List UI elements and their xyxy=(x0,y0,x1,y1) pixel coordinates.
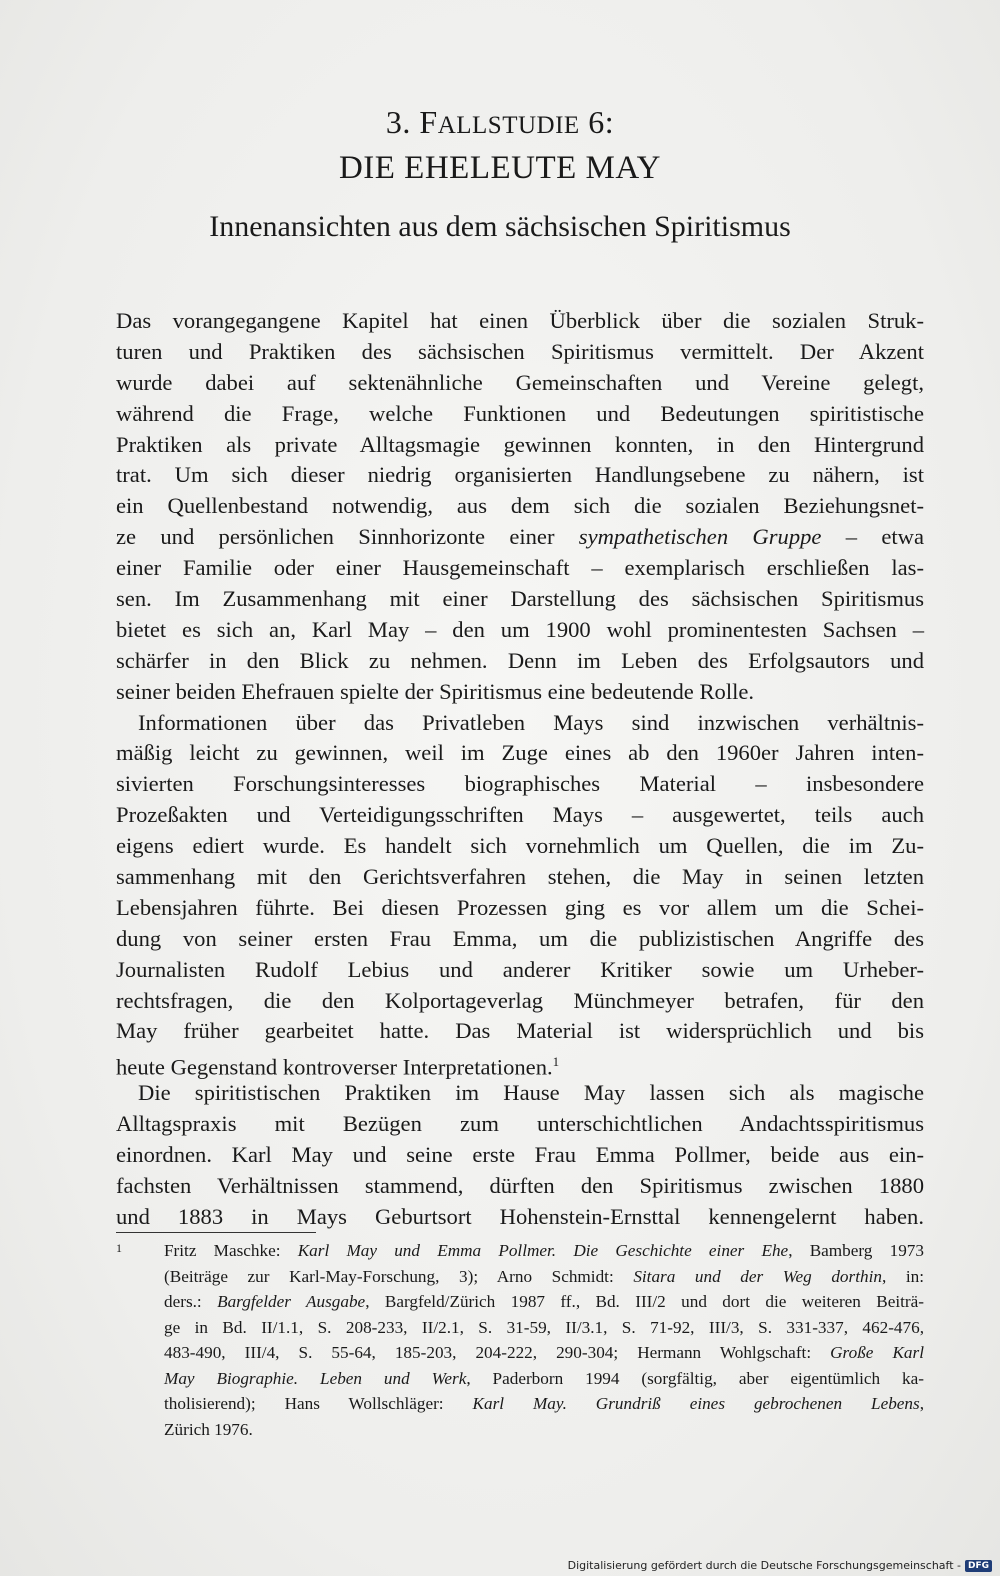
text-run: , in: xyxy=(881,1266,924,1286)
italic-title: Sitara und der Weg dorthin xyxy=(633,1266,882,1286)
text-line: sen. Im Zusammenhang mit einer Darstellung des sächsischen Spiritismus xyxy=(116,586,924,612)
text-line: und 1883 in Mays Geburtsort Hohenstein-Ernsttal kennengelernt haben. xyxy=(116,1203,924,1229)
footnote-line xyxy=(164,1391,924,1417)
text-run: Fritz Maschke: xyxy=(164,1241,298,1260)
text-run: , xyxy=(919,1394,925,1413)
text-line: trat. Um sich dieser niedrig organisierten Handlungsebene zu nähern, ist xyxy=(116,462,924,488)
text-line: während die Frage, welche Funktionen und Bedeutungen spiritistische xyxy=(116,400,924,426)
footnote-number: 1 xyxy=(116,1241,122,1255)
footnote-divider xyxy=(116,1232,316,1233)
chapter-subtitle: Innenansichten aus dem sächsischen Spiritismus xyxy=(209,210,791,243)
footnote-text xyxy=(164,1238,924,1442)
text-line: mäßig leicht zu gewinnen, weil im Zuge eines ab den 1960er Jahren inten- xyxy=(116,740,924,766)
text-line: May früher gearbeitet hatte. Das Material ist widersprüchlich und bis xyxy=(116,1018,924,1044)
text-line xyxy=(116,1047,924,1078)
footnote-line xyxy=(164,1238,924,1264)
text-line: Informationen über das Privatleben Mays sind inzwischen verhältnis- xyxy=(138,709,924,735)
italic-title: May Biographie. Leben und Werk xyxy=(164,1368,467,1388)
text-line: einordnen. Karl May und seine erste Frau Emma Pollmer, beide aus ein- xyxy=(116,1142,924,1168)
text-line: wurde dabei auf sektenähnliche Gemeinschaften und Vereine gelegt, xyxy=(116,369,924,395)
text-run: heute Gegenstand kontroverser Interpretationen. xyxy=(116,1054,553,1080)
text-run: 483-490, III/4, S. 55-64, 185-203, 204-222, 290-304; Hermann Wohlgschaft: xyxy=(164,1343,831,1362)
chapter-heading-number xyxy=(0,104,1000,141)
text-run: ders.: xyxy=(164,1292,218,1311)
text-line: rechtsfragen, die den Kolportageverlag Münchmeyer betrafen, für den xyxy=(116,987,924,1013)
chapter-number: 3. xyxy=(385,104,411,140)
text-line: seiner beiden Ehefrauen spielte der Spiritismus eine bedeutende Rolle. xyxy=(116,678,755,704)
text-line: Die spiritistischen Praktiken im Hause May lassen sich als magische xyxy=(138,1080,924,1106)
text-line: Alltagspraxis mit Bezügen zum unterschichtlichen Andachtsspiritismus xyxy=(116,1111,924,1137)
text-run: tholisierend); Hans Wollschläger: xyxy=(164,1394,473,1413)
text-line: sivierten Forschungsinteresses biographisches Material – insbesondere xyxy=(116,771,924,797)
footnote-reference[interactable]: 1 xyxy=(552,1054,560,1070)
text-line: Das vorangegangene Kapitel hat einen Überblick über die sozialen Struk- xyxy=(116,308,924,333)
text-line: schärfer in den Blick zu nehmen. Denn im Leben des Erfolgsautors und xyxy=(116,647,924,673)
text-line xyxy=(116,522,924,553)
text-line: bietet es sich an, Karl May – den um 1900 wohl prominentesten Sachsen – xyxy=(116,616,924,642)
text-run: ze und persönlichen Sinnhorizonte einer xyxy=(116,524,579,550)
dfg-logo: DFG xyxy=(965,1560,992,1572)
footnote-line xyxy=(164,1264,924,1290)
text-run: – etwa xyxy=(821,524,924,550)
footnote-line: Zürich 1976. xyxy=(164,1419,253,1439)
text-line: turen und Praktiken des sächsischen Spiritismus vermittelt. Der Akzent xyxy=(116,338,924,364)
text-line: dung von seiner ersten Frau Emma, um die publizistischen Angriffe des xyxy=(116,925,924,951)
funding-notice: Digitalisierung gefördert durch die Deutsche Forschungsgemeinschaft - xyxy=(567,1559,961,1572)
case-number: 6: xyxy=(588,104,615,140)
text-line: sammenhang mit den Gerichtsverfahren stehen, die May in seinen letzten xyxy=(116,864,924,890)
footnote-line xyxy=(164,1289,924,1315)
text-run: (Beiträge zur Karl-May-Forschung, 3); Arno Schmidt: xyxy=(164,1266,634,1286)
footnote-line xyxy=(164,1340,924,1366)
text-line: eigens ediert wurde. Es handelt sich vornehmlich um Quellen, die im Zu- xyxy=(116,833,924,859)
italic-title: Bargfelder Ausgabe xyxy=(217,1292,366,1311)
body-text xyxy=(116,306,924,1233)
text-line: einer Familie oder einer Hausgemeinschaft – exemplarisch erschließen las- xyxy=(116,555,924,581)
text-run: , Bargfeld/Zürich 1987 ff., Bd. III/2 und dort die weiteren Beiträ- xyxy=(365,1292,924,1311)
text-line: Journalisten Rudolf Lebius und anderer Kritiker sowie um Urheber- xyxy=(116,956,924,982)
italic-title: Karl May. Grundriß eines gebrochenen Lebens xyxy=(472,1394,920,1413)
digitization-footer xyxy=(568,1559,992,1572)
text-line: Lebensjahren führte. Bei diesen Prozessen ging es vor allem um die Schei- xyxy=(116,894,924,920)
italic-title: Große Karl xyxy=(830,1343,924,1362)
footnote-line xyxy=(164,1366,924,1392)
text-line: fachsten Verhältnissen stammend, dürften den Spiritismus zwischen 1880 xyxy=(116,1172,924,1198)
text-run: , Paderborn 1994 (sorgfältig, aber eigentümlich ka- xyxy=(466,1368,924,1388)
chapter-label-initial: F xyxy=(419,104,438,140)
text-line: Praktiken als private Alltagsmagie gewinnen konnten, in den Hintergrund xyxy=(116,431,924,457)
text-line: ein Quellenbestand notwendig, aus dem sich die sozialen Beziehungsnet- xyxy=(116,493,924,519)
text-run: , Bamberg 1973 xyxy=(788,1241,924,1260)
chapter-label-rest: ALLSTUDIE xyxy=(437,112,580,139)
italic-title: Karl May und Emma Pollmer. Die Geschichte einer Ehe xyxy=(297,1241,789,1260)
text-line: Prozeßakten und Verteidigungsschriften Mays – ausgewertet, teils auch xyxy=(116,802,924,828)
italic-term: sympathetischen Gruppe xyxy=(578,524,822,550)
footnote-line: ge in Bd. II/1.1, S. 208-233, II/2.1, S. 31-59, II/3.1, S. 71-92, III/3, S. 331-337, 462-476, xyxy=(164,1317,924,1337)
chapter-title: DIE EHELEUTE MAY xyxy=(338,150,662,186)
